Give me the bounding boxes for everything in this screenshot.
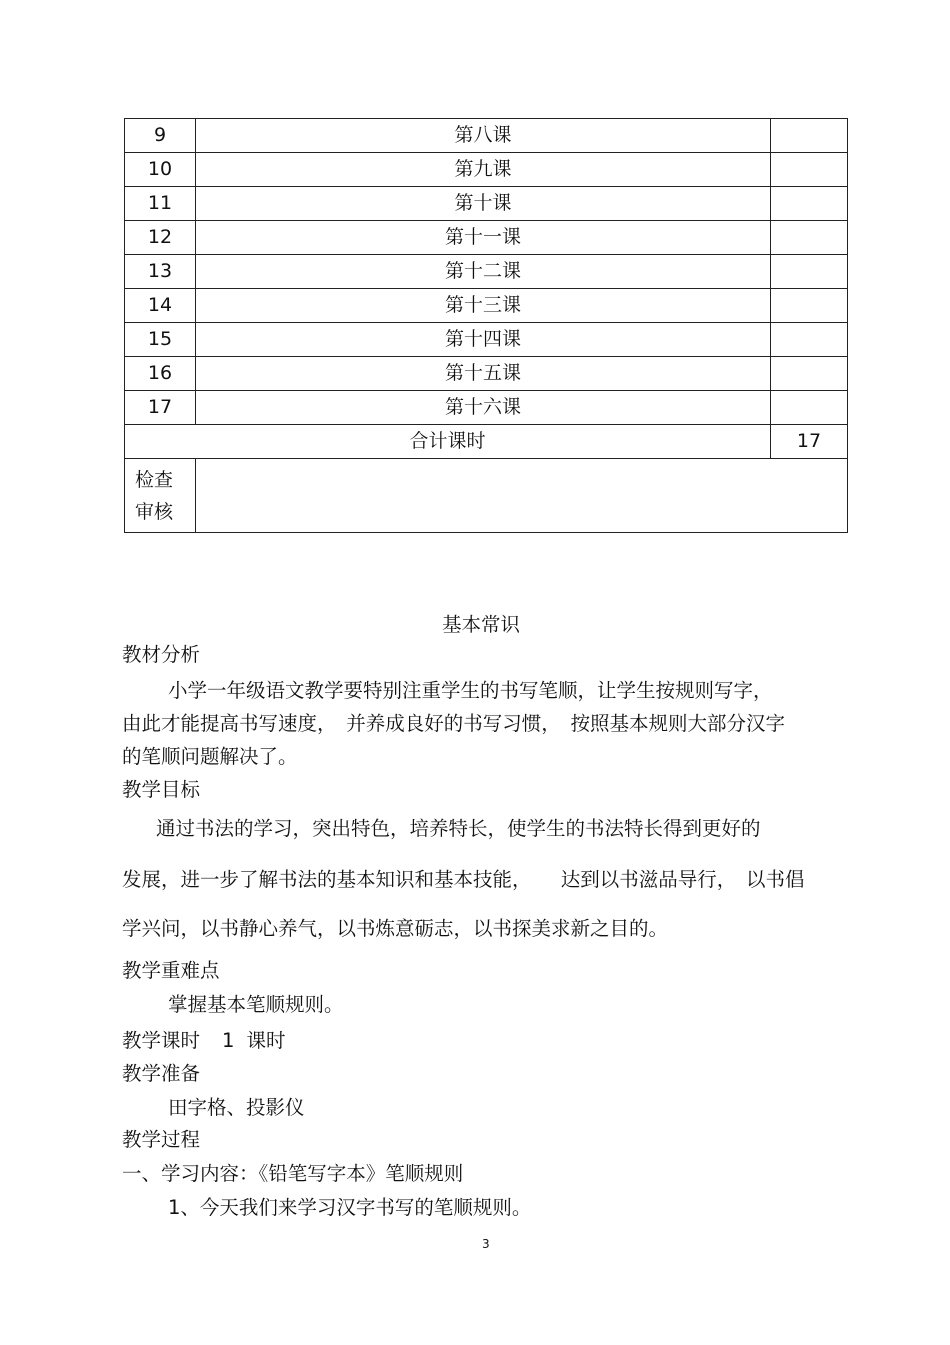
analysis-line-1: 小学一年级语文教学要特别注重学生的书写笔顺，让学生按规则写字， <box>168 679 773 702</box>
hours-unit: 课时 <box>246 1029 286 1052</box>
page-number: 3 <box>482 1237 490 1251</box>
hours-heading: 教学课时 <box>122 1029 201 1052</box>
table-row <box>125 391 848 425</box>
lesson-title: 基本常识 <box>442 613 521 636</box>
process-heading: 教学过程 <box>122 1128 201 1151</box>
lesson-schedule-table <box>124 118 848 533</box>
lesson-name: 第十五课 <box>196 357 771 391</box>
goals-line-2: 发展，进一步了解书法的基本知识和基本技能， 达到以书滋品导行， 以书倡 <box>122 868 805 891</box>
hours-cell <box>771 221 848 255</box>
lesson-name: 第十二课 <box>196 255 771 289</box>
lesson-name: 第十六课 <box>196 391 771 425</box>
hours-cell <box>771 119 848 153</box>
total-value: 17 <box>771 425 848 459</box>
table-row <box>125 187 848 221</box>
hours-value: 1 <box>222 1029 235 1052</box>
lesson-name: 第十三课 <box>196 289 771 323</box>
prep-text: 田字格、投影仪 <box>168 1096 305 1119</box>
row-number: 10 <box>125 153 196 187</box>
check-label-line1: 检查 <box>135 468 174 491</box>
lesson-name: 第十课 <box>196 187 771 221</box>
lesson-name: 第八课 <box>196 119 771 153</box>
hours-cell <box>771 391 848 425</box>
row-number: 9 <box>125 119 196 153</box>
table-row <box>125 255 848 289</box>
goals-heading: 教学目标 <box>122 778 201 801</box>
hours-cell <box>771 255 848 289</box>
process-sub-1: 1、今天我们来学习汉字书写的笔顺规则。 <box>168 1196 532 1219</box>
row-number: 12 <box>125 221 196 255</box>
row-number: 13 <box>125 255 196 289</box>
table-row <box>125 289 848 323</box>
table-row <box>125 221 848 255</box>
hours-cell <box>771 153 848 187</box>
row-number: 16 <box>125 357 196 391</box>
prep-heading: 教学准备 <box>122 1062 201 1085</box>
check-row <box>125 459 848 533</box>
row-number: 14 <box>125 289 196 323</box>
hours-cell <box>771 357 848 391</box>
table-row <box>125 119 848 153</box>
lesson-name: 第十四课 <box>196 323 771 357</box>
goals-line-1: 通过书法的学习，突出特色，培养特长，使学生的书法特长得到更好的 <box>156 817 761 840</box>
analysis-line-3: 的笔顺问题解决了。 <box>122 745 298 768</box>
lesson-name: 第十一课 <box>196 221 771 255</box>
row-number: 17 <box>125 391 196 425</box>
table-row <box>125 153 848 187</box>
check-label <box>125 459 196 533</box>
analysis-heading: 教材分析 <box>122 643 201 666</box>
row-number: 15 <box>125 323 196 357</box>
table-row <box>125 323 848 357</box>
goals-line-3: 学兴问，以书静心养气，以书炼意砺志，以书探美求新之目的。 <box>122 917 669 940</box>
hours-cell <box>771 187 848 221</box>
hours-cell <box>771 323 848 357</box>
table-row <box>125 357 848 391</box>
key-heading: 教学重难点 <box>122 959 220 982</box>
total-label: 合计课时 <box>125 425 771 459</box>
check-content <box>196 459 848 533</box>
hours-line <box>122 1029 285 1053</box>
row-number: 11 <box>125 187 196 221</box>
hours-cell <box>771 289 848 323</box>
process-item-1: 一、学习内容：《铅笔写字本》笔顺规则 <box>122 1162 464 1185</box>
key-text: 掌握基本笔顺规则。 <box>168 993 344 1016</box>
total-row <box>125 425 848 459</box>
lesson-name: 第九课 <box>196 153 771 187</box>
check-label-line2: 审核 <box>135 500 174 523</box>
analysis-line-2: 由此才能提高书写速度， 并养成良好的书写习惯， 按照基本规则大部分汉字 <box>122 712 786 735</box>
